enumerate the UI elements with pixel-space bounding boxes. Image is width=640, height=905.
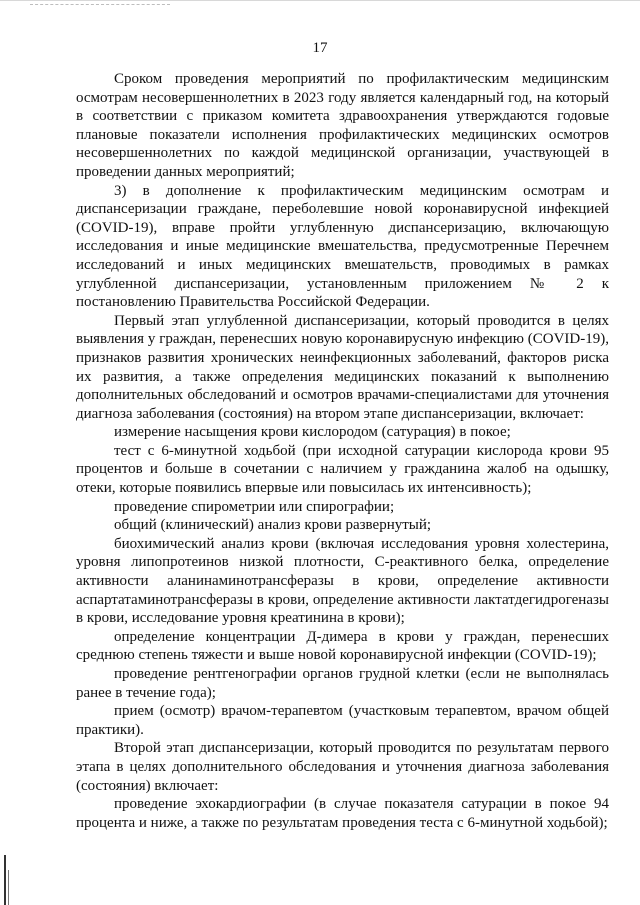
- list-item-d-dimer: определение концентрации Д-димера в крови у граждан, перенесших среднюю степень тяжести и выше новой коронавирусной инфекции (COVID-19);: [76, 628, 609, 664]
- paragraph-second-stage: Второй этап диспансеризации, который проводится по результатам первого этапа в целях дополнительного обследования и уточнения диагноза заболевания (состояния) включает:: [76, 740, 609, 794]
- scan-edge-left: [4, 855, 6, 905]
- scan-edge-left-faint: [8, 870, 9, 905]
- list-item-radiography: проведение рентгенографии органов грудной клетки (если не выполнялась ранее в течение года);: [76, 666, 609, 701]
- scan-edge-top: [0, 0, 640, 9]
- page-number: 17: [312, 40, 328, 56]
- paragraph-schedule: Сроком проведения мероприятий по профилактическим медицинским осмотрам несовершеннолетних в 2023 году является календарный год, на который в соответствии с приказом комитета здравоохранения утверждаются годовые плановые показатели исполнения профилактических медицинских осмотров несовершеннолетних по каждой медицинской организации, участвующей в проведении данных мероприятий;: [76, 71, 609, 180]
- list-item-saturation: измерение насыщения крови кислородом (сатурация) в покое;: [114, 424, 511, 441]
- list-item-blood-test: общий (клинический) анализ крови развернутый;: [114, 517, 432, 534]
- list-item-echocardiography: проведение эхокардиографии (в случае показателя сатурации в покое 94 процента и ниже, а также по результатам проведения теста с 6-минутной ходьбой);: [76, 796, 609, 831]
- list-item-spirometry: проведение спирометрии или спирографии;: [114, 498, 395, 515]
- paragraph-item-3: 3) в дополнение к профилактическим медицинским осмотрам и диспансеризации граждане, переболевшие новой коронавирусной инфекцией (COVID-19), вправе пройти углубленную диспансеризацию, включающую исследования и иные медицинские вмешательства, предусмотренные Перечнем исследований и иных медицинских вмешательств, проводимых в рамках углубленной диспансеризации, установленным приложением № 2 к постановлению Правительства Российской Федерации.: [76, 182, 609, 311]
- list-item-biochemistry: биохимический анализ крови (включая исследования уровня холестерина, уровня липопротеинов низкой плотности, С-реактивного белка, определение активности аланинаминотрансферазы в крови, определение активности аспартатаминотрансферазы в крови, определение активности лактатдегидрогеназы в крови, исследование уровня креатинина в крови);: [76, 535, 609, 627]
- document-body: [76, 70, 609, 832]
- list-item-therapist: прием (осмотр) врачом-терапевтом (участковым терапевтом, врачом общей практики).: [76, 703, 609, 738]
- paragraph-first-stage: Первый этап углубленной диспансеризации, который проводится в целях выявления у граждан, перенесших новую коронавирусную инфекцию (COVID-19), признаков развития хронических неинфекционных заболеваний, факторов риска их развития, а также определения медицинских показаний к выполнению дополнительных обследований и осмотров врачами-специалистами для уточнения диагноза заболевания (состояния) на втором этапе диспансеризации, включает:: [76, 312, 609, 422]
- list-item-walk-test: тест с 6-минутной ходьбой (при исходной сатурации кислорода крови 95 процентов и больше в сочетании с наличием у гражданина жалоб на одышку, отеки, которые появились впервые или повысилась их интенсивность);: [76, 442, 609, 497]
